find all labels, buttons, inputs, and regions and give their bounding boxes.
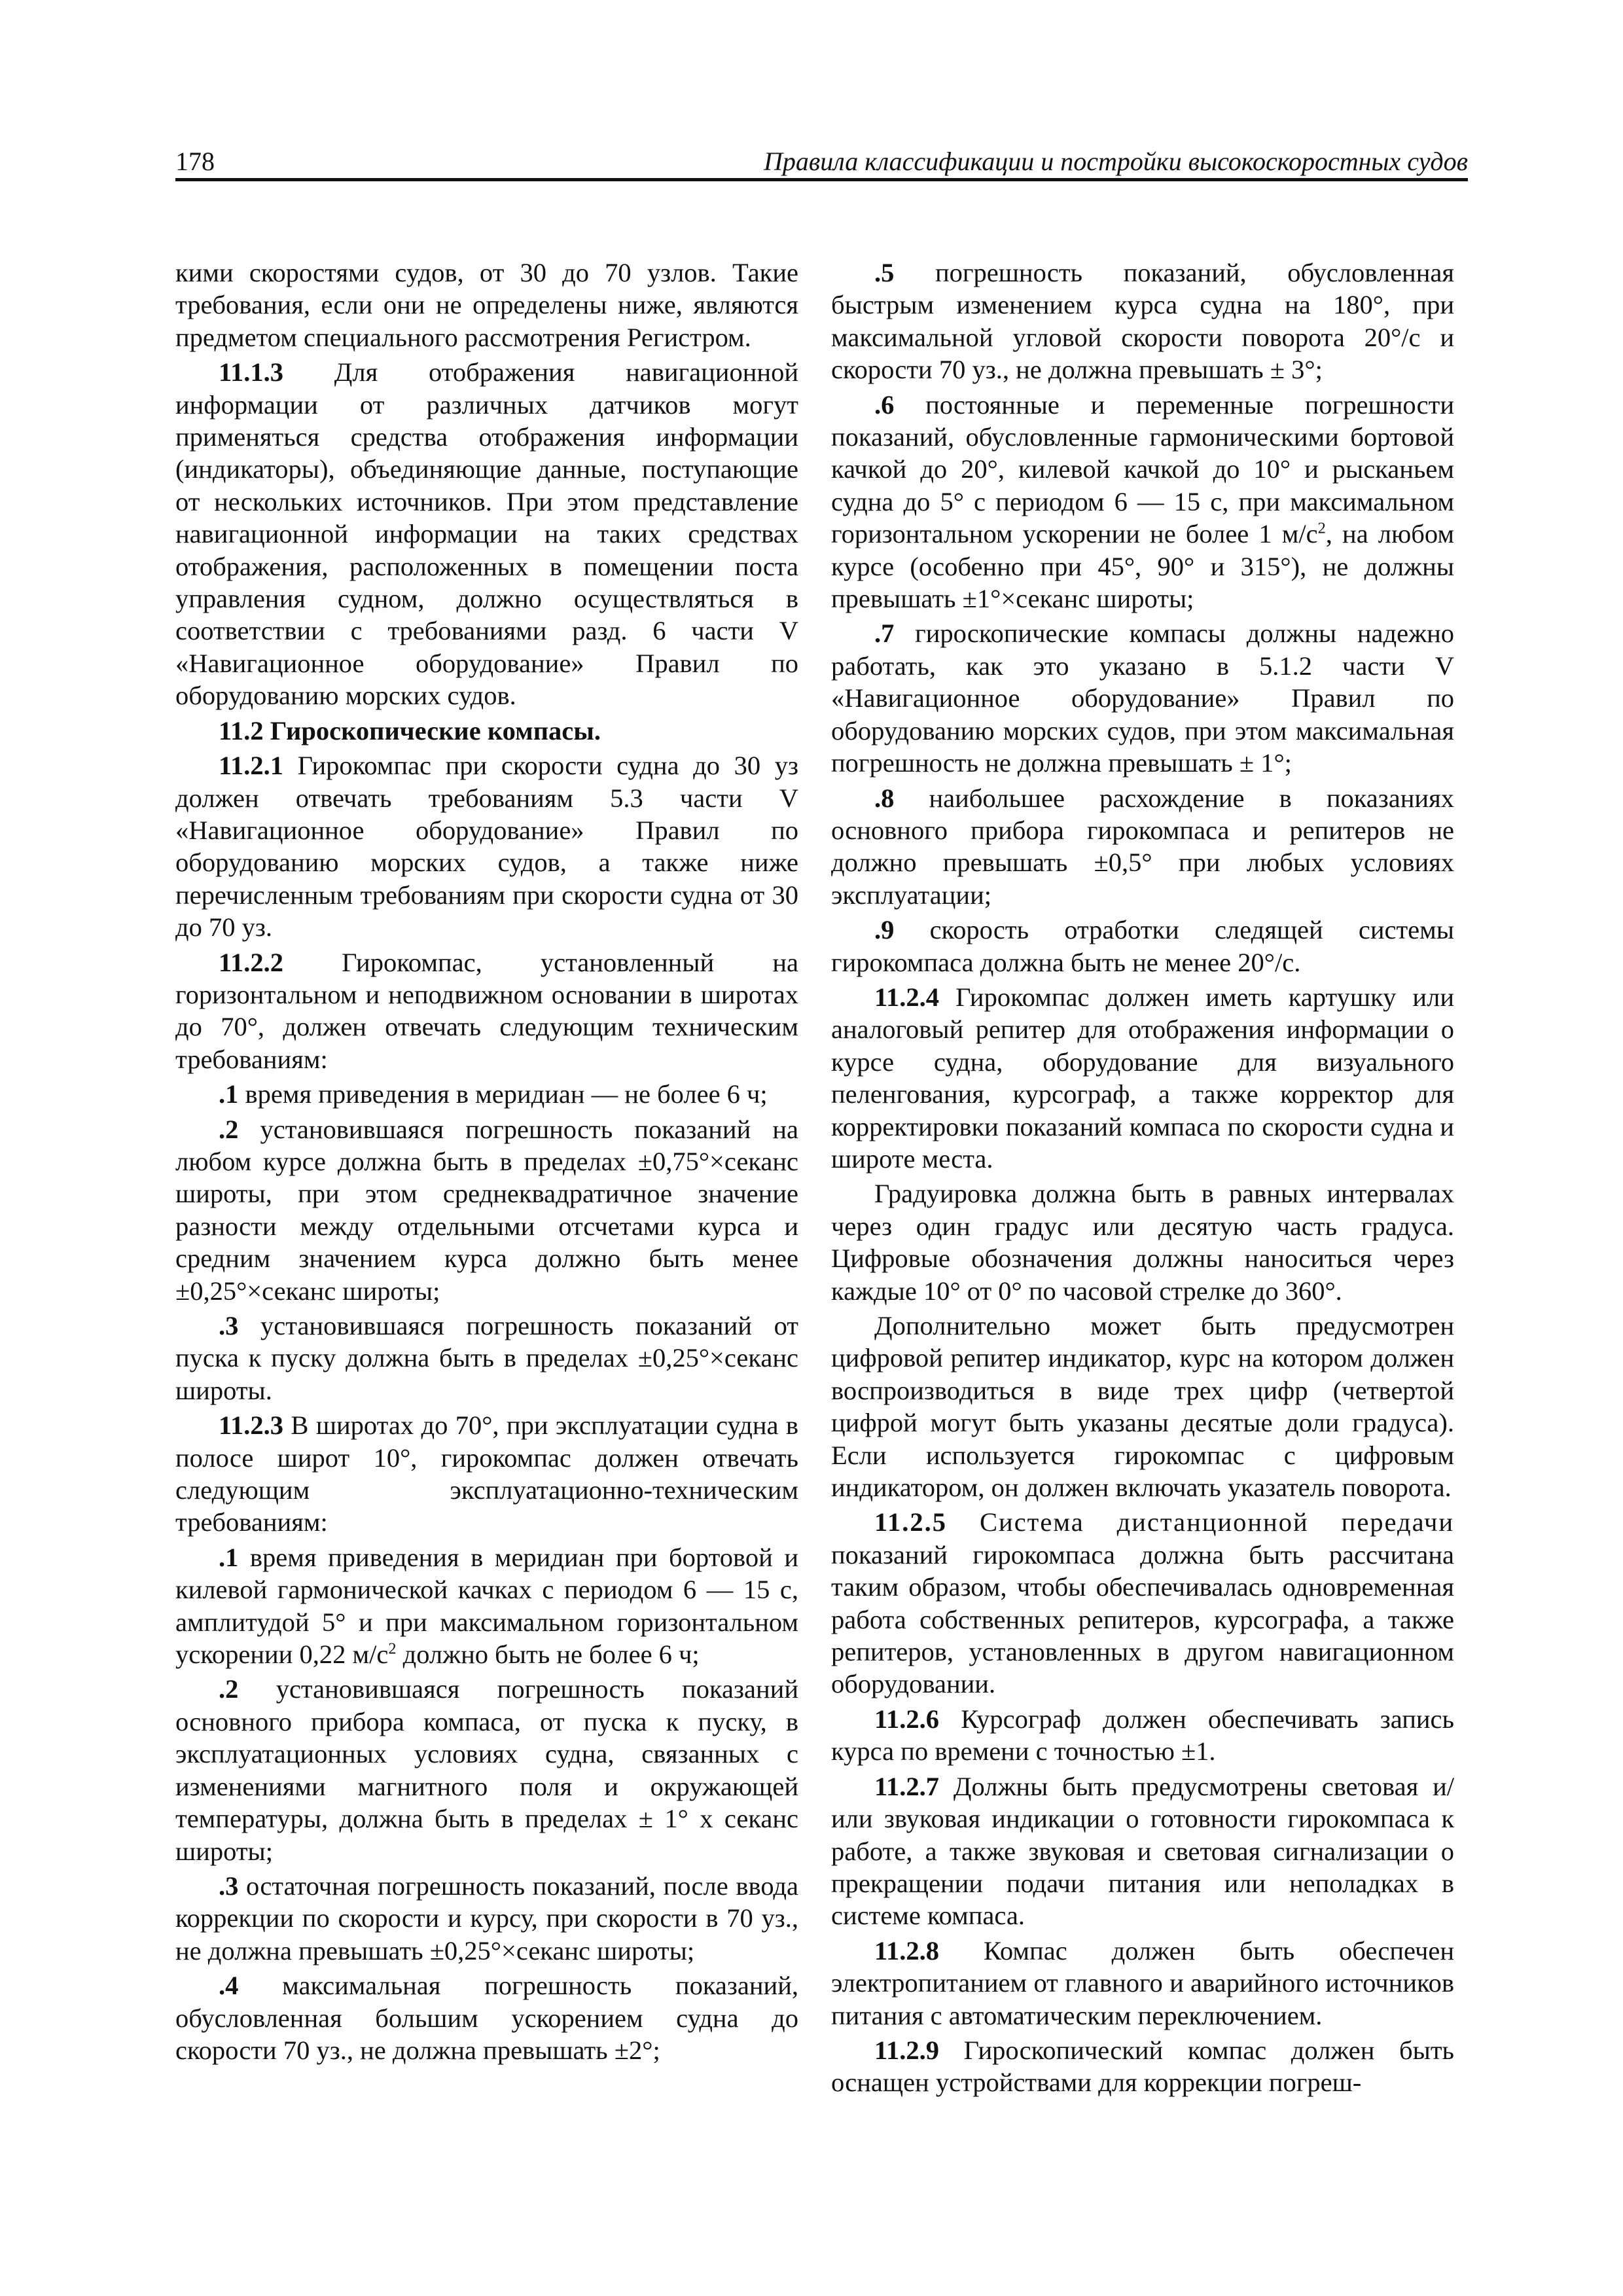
clause-number: 11.2.8 (874, 1935, 940, 1965)
clause-number: 11.2.4 (874, 982, 940, 1012)
clause-number: 11.2.3 (219, 1410, 284, 1441)
item-number: .1 (219, 1542, 239, 1572)
list-item: .8 наибольшее расхождение в показаниях основного прибора гирокомпаса и репитеров не должно превышать ±0,5° при любых условиях эксплуатации; (831, 783, 1454, 910)
paragraph: кими скоростями судов, от 30 до 70 узлов. Такие требования, если они не определены ниже, являются предметом специального рассмотрения Регистром. (175, 258, 798, 352)
item-number: .6 (874, 389, 895, 420)
item-number: .3 (219, 1311, 239, 1340)
paragraph-11-2-2: 11.2.2 Гирокомпас, установленный на горизонтальном и неподвижном основании в широтах до 70°, должен отвечать следующим техническим требованиям: (175, 947, 798, 1074)
right-column (831, 257, 1454, 2099)
paragraph-11-2-5: 11.2.5 Система дистанционной передачи показаний гирокомпаса должна быть рассчитана таким образом, чтобы обеспечивалась одновременная работа собственных репитеров, курсографа, а также репитеров, установленных в другом навигационном оборудовании. (831, 1507, 1454, 1699)
list-item: .5 погрешность показаний, обусловленная быстрым изменением курса судна на 180°, при максимальной угловой скорости поворота 20°/с и скорости 70 уз., не должна превышать ± 3°; (831, 258, 1454, 385)
list-item: .6 постоянные и переменные погрешности показаний, обусловленные гармоническими бортовой качкой до 20°, килевой качкой до 10° и рысканьем судна до 5° с периодом 6 — 15 с, при максимальном горизонтальном ускорении не более 1 $м/с^2$, на любом курсе (особенно при 45°, 90° и 315°), не должны превышать ±1°×секанс широты; (831, 389, 1454, 614)
item-number: .3 (219, 1871, 239, 1901)
left-column (175, 257, 798, 2066)
paragraph-11-2-4: 11.2.4 Гирокомпас должен иметь картушку или аналоговый репитер для отображения информации о курсе судна, оборудование для визуального пеленгования, курсограф, а также корректор для корректировки показаний компаса по скорости судна и широте места. (831, 982, 1454, 1174)
list-item: .2 установившаяся погрешность показаний основного прибора компаса, от пуска к пуску, в эксплуатационных условиях судна, связанных с изменениями магнитного поля и окружающей температуры, должна быть в пределах ± 1° х секанс широты; (175, 1674, 798, 1866)
item-number: .4 (219, 1971, 239, 2001)
item-number: .8 (874, 783, 895, 813)
clause-number: 11.2.7 (874, 1771, 940, 1801)
clause-number: 11.2.9 (874, 2035, 940, 2065)
item-number: .9 (874, 915, 895, 945)
list-item: .3 остаточная погрешность показаний, после ввода коррекции по скорости и курсу, при скорости в 70 уз., не должна превышать ±0,25°×секанс широты; (175, 1871, 798, 1965)
clause-number: 11.2.1 (219, 751, 284, 781)
paragraph-11-2-9: 11.2.9 Гироскопический компас должен быть оснащен устройствами для коррекции погреш- (831, 2035, 1454, 2098)
page-number: 178 (175, 147, 215, 176)
item-number: .1 (219, 1079, 239, 1109)
item-number: .2 (219, 1114, 239, 1144)
clause-number: 11.1.3 (219, 357, 284, 387)
list-item: .3 установившаяся погрешность показаний от пуска к пуску должна быть в пределах ±0,25°×секанс широты. (175, 1311, 798, 1405)
list-item: .9 скорость отработки следящей системы гирокомпаса должна быть не менее 20°/с. (831, 915, 1454, 977)
item-number: .7 (874, 619, 895, 649)
list-item: .2 установившаяся погрешность показаний на любом курсе должна быть в пределах ±0,75°×секанс широты, при этом среднеквадратичное значение разности между отдельными отсчетами курса и средним значением курса должно быть менее ±0,25°×секанс широты; (175, 1114, 798, 1306)
list-item: .4 максимальная погрешность показаний, обусловленная большим ускорением судна до скорости 70 уз., не должна превышать ±2°; (175, 1971, 798, 2065)
list-item: .1 время приведения в меридиан — не более 6 ч; (219, 1079, 768, 1109)
item-number: .5 (874, 258, 895, 287)
paragraph: Дополнительно может быть предусмотрен цифровой репитер индикатор, курс на котором должен воспроизводиться в виде трех цифр (четвертой цифрой могут быть указаны десятые доли градуса). Если используется гирокомпас с цифровым индикатором, он должен включать указатель поворота. (831, 1311, 1454, 1503)
paragraph-11-2-1: 11.2.1 Гирокомпас при скорости судна до 30 уз должен отвечать требованиям 5.3 части V «Навигационное оборудование» Правил по оборудованию морских судов, а также ниже перечисленным требованиям при скорости судна от 30 до 70 уз. (175, 751, 798, 942)
clause-number: 11.2.2 (219, 947, 284, 977)
paragraph-11-2-7: 11.2.7 Должны быть предусмотрены световая и/или звуковая индикации о готовности гирокомпаса к работе, а также звуковая и световая сигнализации о прекращении подачи питания или неполадках в системе компаса. (831, 1771, 1454, 1931)
item-number: .2 (219, 1674, 239, 1704)
clause-number: 11.2.6 (874, 1704, 940, 1734)
list-item: .7 гироскопические компасы должны надежно работать, как это указано в 5.1.2 части V «Навигационное оборудование» Правил по оборудованию морских судов, при этом максимальная погрешность не должна превышать ± 1°; (831, 619, 1454, 778)
section-heading: 11.2 Гироскопические компасы. (219, 715, 601, 745)
paragraph-11-2-6: 11.2.6 Курсограф должен обеспечивать запись курса по времени с точностью ±1. (831, 1704, 1454, 1767)
paragraph-11-1-3: 11.1.3 Для отображения навигационной информации от различных датчиков могут применяться средства отображения информации (индикаторы), объединяющие данные, поступающие от нескольких источников. При этом представление навигационной информации на таких средствах отображения, расположенных в помещении поста управления судном, должно осуществляться в соответствии с требованиями разд. 6 части V «Навигационное оборудование» Правил по оборудованию морских судов. (175, 357, 798, 711)
list-item: .1 время приведения в меридиан при бортовой и килевой гармонической качках с периодом 6 — 15 с, амплитудой 5° и при максимальном горизонтальном ускорении 0,22 $м/с^2$ должно быть не более 6 ч; (175, 1542, 798, 1670)
paragraph-11-2-8: 11.2.8 Компас должен быть обеспечен электропитанием от главного и аварийного источников питания с автоматическим переключением. (831, 1935, 1454, 2030)
clause-number: 11.2.5 (874, 1507, 948, 1537)
paragraph-11-2-3: 11.2.3 В широтах до 70°, при эксплуатации судна в полосе широт 10°, гирокомпас должен отвечать следующим эксплуатационно-техническим требованиям: (175, 1410, 798, 1537)
running-title: Правила классификации и постройки высокоскоростных судов (764, 147, 1468, 176)
page-header (175, 145, 1468, 181)
paragraph: Градуировка должна быть в равных интервалах через один градус или десятую часть градуса. Цифровые обозначения должны наноситься через каждые 10° от 0° по часовой стрелке до 360°. (831, 1179, 1454, 1306)
